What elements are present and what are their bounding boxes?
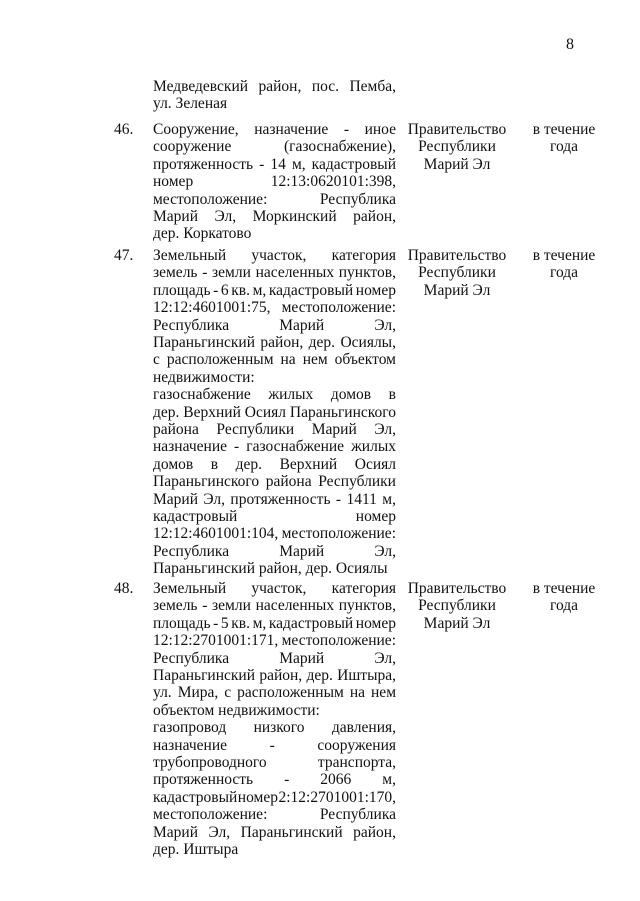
page-number: 8 [566, 36, 574, 53]
description-line: недвижимости: [153, 368, 255, 386]
description-line: дер. Верхний Осиял Параньгинского [153, 403, 396, 421]
description-line: Медведевский район, пос. Пемба, [153, 78, 396, 95]
description-line: с расположенным на нем объектом [153, 351, 396, 369]
entry-number: 48. [114, 580, 134, 597]
term-line: в течение [532, 247, 596, 264]
government-line: Марий Эл [423, 281, 491, 299]
description-line: трубопроводного транспорта, [153, 754, 396, 771]
description-line: Земельный участок, категория [153, 247, 396, 264]
description-line: ул. Зеленая [153, 95, 228, 113]
entry-number: 47. [114, 247, 134, 264]
government-line: Правительство [407, 580, 507, 597]
description-line: земель - земли населенных пунктов, [153, 264, 396, 282]
description-line: 12:12:4601001:75, местоположение: [153, 299, 396, 317]
description-line: сооружение (газоснабжение), [153, 138, 396, 156]
government-line: Марий Эл [423, 614, 491, 632]
description-line: номер 12:13:0620101:398, [153, 173, 396, 191]
description-line: Республика Марий Эл, [153, 316, 396, 334]
description-line: Республика Марий Эл, [153, 649, 396, 667]
description-line: местоположение: Республика [153, 806, 396, 824]
description-line: назначение - газоснабжение жилых [153, 438, 396, 456]
description-line: протяженность - 2066 м, [153, 771, 396, 789]
government-line: Правительство [407, 121, 507, 138]
term-line: года [549, 138, 579, 156]
description-line: Параньгинский район, дер. Осиялы [153, 560, 388, 578]
description-line: объектом недвижимости: [153, 701, 320, 719]
government-line: Правительство [407, 247, 507, 264]
government-line: Республики [418, 264, 496, 282]
description-line: протяженность - 14 м, кадастровый [153, 155, 396, 173]
description-line: площадь - 6 кв. м, кадастровый номер [153, 281, 396, 299]
description-line: Марий Эл, Параньгинский район, [153, 823, 396, 841]
description-line: дер. Коркатово [153, 225, 252, 243]
term-line: года [549, 264, 579, 282]
description-line: Параньгинский район, дер. Иштыра, [153, 667, 396, 684]
description-line: земель - земли населенных пунктов, [153, 597, 396, 615]
description-line: ул. Мира, с расположенным на нем [153, 684, 396, 702]
description-line: газоснабжение жилых домов в [153, 386, 396, 404]
description-line: Параньгинский район, дер. Осиялы, [153, 334, 396, 351]
description-line: площадь - 5 кв. м, кадастровый номер [153, 614, 396, 632]
description-line: Параньгинского района Республики [153, 473, 396, 491]
description-line: Республика Марий Эл, [153, 542, 396, 560]
description-line: Сооружение, назначение - иное [153, 121, 396, 138]
term-line: года [549, 597, 579, 615]
entry-number: 46. [114, 121, 134, 138]
description-line: Земельный участок, категория [153, 580, 396, 597]
description-line: Марий Эл, Моркинский район, [153, 208, 396, 225]
description-line: района Республики Марий Эл, [153, 421, 396, 438]
description-line: назначение - сооружения [153, 736, 396, 754]
term-line: в течение [532, 121, 596, 138]
description-line: 12:12:2701001:171, местоположение: [153, 632, 396, 650]
term-line: в течение [532, 580, 596, 597]
description-line: газопровод низкого давления, [153, 719, 396, 737]
government-line: Марий Эл [423, 155, 491, 173]
description-line: Марий Эл, протяженность - 1411 м, [153, 490, 396, 508]
description-line: кадастровый номер [153, 508, 396, 525]
description-line: домов в дер. Верхний Осиял [153, 455, 396, 473]
description-line: кадастровый номер 2:12:2701001:170, [153, 788, 396, 806]
government-line: Республики [418, 597, 496, 615]
government-line: Республики [418, 138, 496, 156]
description-line: дер. Иштыра [153, 841, 239, 858]
description-line: 12:12:4601001:104, местоположение: [153, 525, 396, 543]
description-line: местоположение: Республика [153, 190, 396, 208]
